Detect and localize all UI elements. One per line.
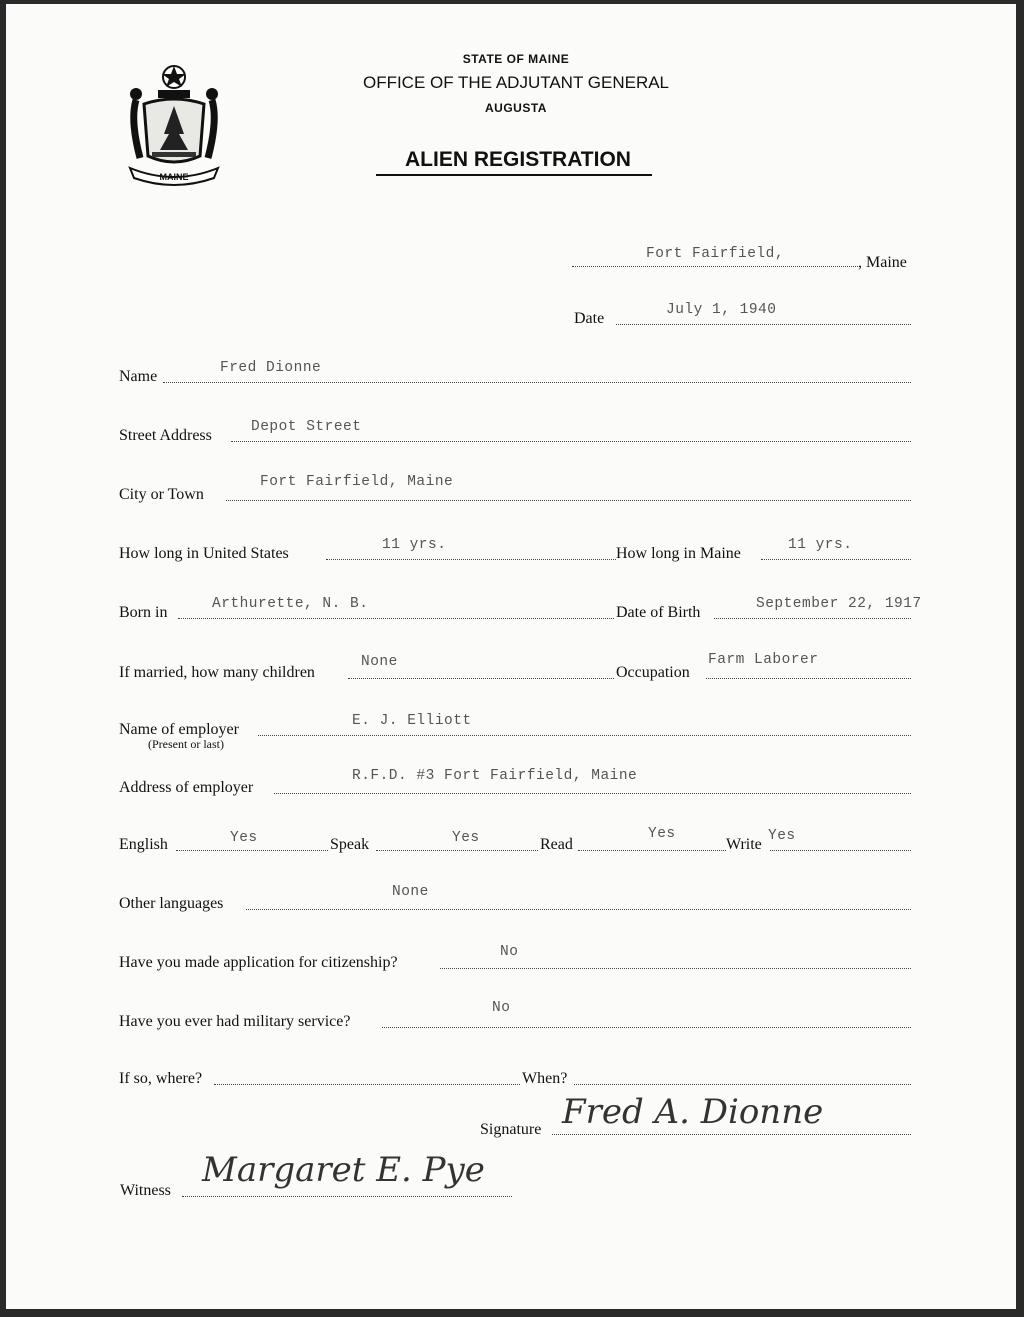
- employer-address-value: R.F.D. #3 Fort Fairfield, Maine: [352, 768, 638, 784]
- military-value: No: [492, 1000, 511, 1016]
- city-town-label: City or Town: [119, 486, 204, 503]
- office-name: OFFICE OF THE ADJUTANT GENERAL: [362, 73, 670, 92]
- employer-address-label: Address of employer: [119, 779, 254, 796]
- place-label: , Maine: [858, 254, 907, 271]
- title-underline: [376, 174, 652, 176]
- other-languages-value: None: [392, 884, 429, 900]
- employer-name-sublabel: (Present or last): [148, 737, 224, 751]
- date-label: Date: [574, 310, 605, 327]
- other-languages-label: Other languages: [119, 895, 224, 912]
- when-label: When?: [522, 1070, 568, 1087]
- where-label: If so, where?: [119, 1070, 203, 1087]
- birth-date-label: Date of Birth: [616, 604, 701, 621]
- children-value: None: [361, 654, 398, 670]
- citizenship-value: No: [500, 944, 519, 960]
- witness-label: Witness: [120, 1182, 171, 1199]
- signature-value: Fred A. Dionne: [562, 1092, 824, 1132]
- years-maine-value: 11 yrs.: [788, 537, 853, 553]
- occupation-label: Occupation: [616, 664, 690, 681]
- english-label: English: [119, 836, 168, 853]
- date-value: July 1, 1940: [666, 302, 777, 318]
- state-name: STATE OF MAINE: [462, 52, 570, 66]
- employer-name-value: E. J. Elliott: [352, 713, 472, 729]
- svg-text:MAINE: MAINE: [159, 172, 189, 182]
- street-address-value: Depot Street: [251, 419, 362, 435]
- speak-value: Yes: [452, 830, 480, 846]
- witness-value: Margaret E. Pye: [202, 1150, 485, 1190]
- occupation-value: Farm Laborer: [708, 652, 819, 668]
- name-label: Name: [119, 368, 158, 385]
- birth-date-value: September 22, 1917: [756, 596, 922, 612]
- children-label: If married, how many children: [119, 664, 315, 681]
- born-in-label: Born in: [119, 604, 168, 621]
- write-label: Write: [726, 836, 762, 853]
- read-label: Read: [540, 836, 573, 853]
- city-town-value: Fort Fairfield, Maine: [260, 474, 454, 490]
- city-name: AUGUSTA: [485, 101, 547, 115]
- write-value: Yes: [768, 828, 796, 844]
- english-value: Yes: [230, 830, 258, 846]
- street-address-label: Street Address: [119, 427, 212, 444]
- years-us-value: 11 yrs.: [382, 537, 447, 553]
- military-label: Have you ever had military service?: [119, 1013, 351, 1030]
- state-seal-emblem: [122, 64, 226, 188]
- years-maine-label: How long in Maine: [616, 545, 741, 562]
- document-page: [6, 4, 1016, 1309]
- years-us-label: How long in United States: [119, 545, 289, 562]
- form-title: ALIEN REGISTRATION: [405, 148, 631, 171]
- speak-label: Speak: [330, 836, 370, 853]
- citizenship-label: Have you made application for citizenship?: [119, 954, 398, 971]
- read-value: Yes: [648, 826, 676, 842]
- signature-label: Signature: [480, 1121, 542, 1138]
- place-value: Fort Fairfield,: [646, 246, 785, 262]
- employer-name-label: Name of employer: [119, 721, 239, 738]
- name-value: Fred Dionne: [220, 360, 322, 376]
- born-in-value: Arthurette, N. B.: [212, 596, 369, 612]
